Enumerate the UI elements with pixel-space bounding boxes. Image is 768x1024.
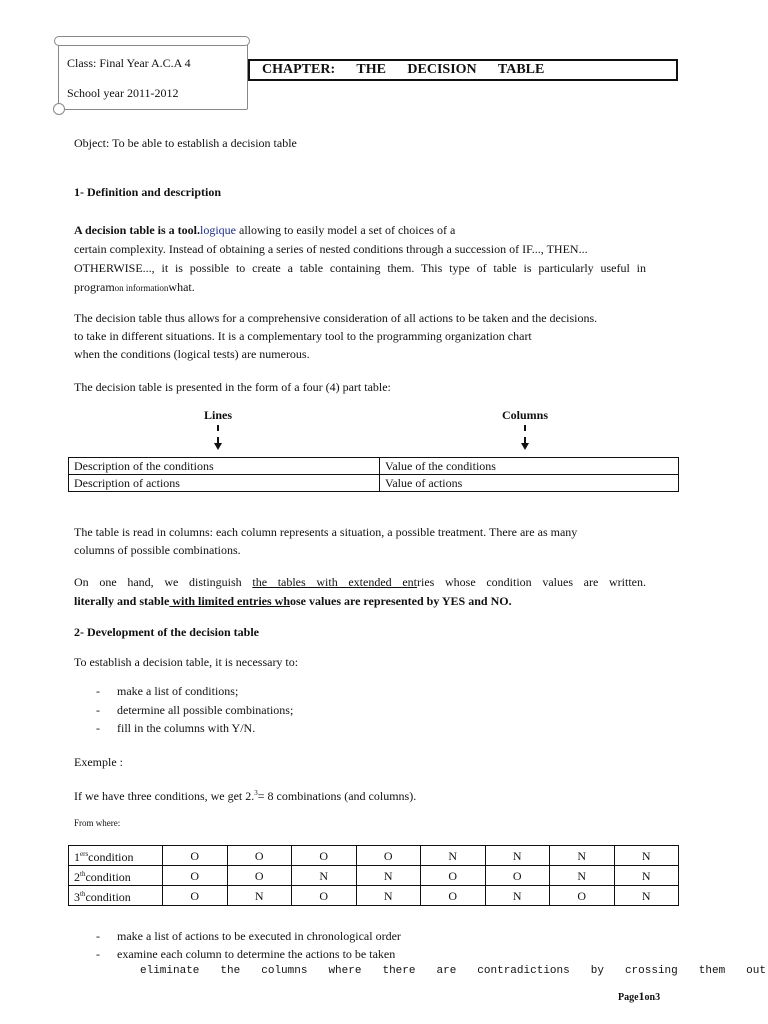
section2-intro: To establish a decision table, it is necessary to: — [74, 655, 299, 669]
page-number — [618, 989, 660, 1004]
definition-rest: allowing to easily model a set of choices of a — [236, 223, 456, 237]
columns-arrow-icon — [521, 443, 529, 450]
scroll-curl-bottom — [53, 103, 65, 115]
p5-literally: literally and stable — [74, 594, 170, 608]
columns-arrow-group — [490, 408, 560, 450]
page-prefix: Page — [618, 992, 639, 1003]
eliminate-columns-line: eliminate the columns where there are contradictions by crossing them out — [140, 965, 766, 977]
object-line: Object: To be able to establish a decision table — [74, 136, 297, 150]
chapter-title: CHAPTER: THE DECISION TABLE — [248, 59, 678, 81]
paragraph2-line-1: The decision table thus allows for a comprehensive consideration of all actions to be taken and the decisions. — [74, 311, 598, 325]
school-year-line: School year 2011-2012 — [67, 86, 179, 100]
example-exponent: 3 — [254, 789, 258, 797]
table-cell: N — [356, 866, 421, 886]
table-row — [69, 866, 679, 886]
table-cell: O — [421, 886, 486, 906]
table-cell: Description of actions — [69, 475, 380, 492]
table-cell: O — [163, 866, 228, 886]
table-cell: N — [614, 886, 679, 906]
p5-text-a: On one hand, we distinguish — [74, 575, 253, 589]
table-cell: N — [227, 886, 292, 906]
on-information-word: on information — [114, 283, 169, 293]
lines-label: Lines — [203, 408, 232, 422]
table-row — [69, 475, 679, 492]
table-cell: N — [356, 886, 421, 906]
table-cell: O — [292, 846, 357, 866]
p5-underlined-limited: with limited entries wh — [169, 594, 290, 608]
lines-dashed-line — [217, 425, 219, 443]
table-row — [69, 886, 679, 906]
step-item: make a list of conditions; — [117, 684, 239, 698]
definition-line-1 — [74, 221, 646, 240]
what-word: what. — [168, 280, 195, 294]
table-cell: O — [421, 866, 486, 886]
bullet-dash: - — [96, 947, 100, 961]
table-cell: N — [485, 846, 550, 866]
class-line: Class: Final Year A.C.A 4 — [67, 56, 191, 70]
definition-line-3: OTHERWISE..., it is possible to create a table containing them. This type of table is particularly useful in — [74, 261, 646, 275]
table-cell: O — [550, 886, 615, 906]
bullet-dash: - — [96, 703, 100, 717]
paragraph2-line-2: to take in different situations. It is a complementary tool to the programming organization chart — [74, 329, 532, 343]
condition-label: 2thcondition — [69, 866, 163, 886]
example-text-b: = 8 combinations (and columns). — [257, 789, 417, 803]
four-part-table — [68, 457, 679, 492]
scroll-curl-top — [54, 36, 250, 46]
paragraph4-line-1: The table is read in columns: each column represents a situation, a possible treatment. There are as many — [74, 525, 578, 539]
condition-label: 1erscondition — [69, 846, 163, 866]
bullet-dash: - — [96, 721, 100, 735]
p5-text-c: ries whose condition values are written. — [417, 575, 646, 589]
table-cell: O — [485, 866, 550, 886]
definition-line-4 — [74, 278, 646, 298]
condition-label: 3thcondition — [69, 886, 163, 906]
table-cell: Description of the conditions — [69, 458, 380, 475]
page-total: 3 — [655, 992, 661, 1003]
table-cell: Value of actions — [380, 475, 679, 492]
example-label: Exemple : — [74, 755, 123, 769]
p5-yes-no: ose values are represented by YES and NO. — [290, 594, 512, 608]
columns-label: Columns — [501, 408, 548, 422]
step-item: fill in the columns with Y/N. — [117, 721, 256, 735]
section1-heading: 1- Definition and description — [74, 185, 222, 199]
logique-link[interactable]: logique — [200, 223, 237, 237]
table-cell: O — [163, 886, 228, 906]
paragraph5-line-2 — [74, 592, 646, 611]
from-where-label: From where: — [74, 818, 121, 828]
bullet-dash: - — [96, 929, 100, 943]
step2-item: examine each column to determine the actions to be taken — [117, 947, 396, 961]
table-cell: O — [163, 846, 228, 866]
paragraph4-line-2: columns of possible combinations. — [74, 543, 241, 557]
conditions-table — [68, 845, 679, 906]
section2-heading: 2- Development of the decision table — [74, 625, 259, 639]
step2-item: make a list of actions to be executed in chronological order — [117, 929, 401, 943]
paragraph5-line-1 — [74, 573, 646, 592]
paragraph2-line-3: when the conditions (logical tests) are numerous. — [74, 347, 310, 361]
lines-arrow-icon — [214, 443, 222, 450]
step-item: determine all possible combinations; — [117, 703, 294, 717]
class-info-box — [58, 40, 248, 110]
table-cell: N — [550, 846, 615, 866]
page-current: 1 — [638, 989, 645, 1003]
columns-dashed-line — [524, 425, 526, 443]
table-cell: Value of the conditions — [380, 458, 679, 475]
program-word: program — [74, 280, 115, 294]
table-cell: N — [421, 846, 486, 866]
lines-arrow-group — [188, 408, 248, 450]
table-cell: O — [227, 846, 292, 866]
example-line — [74, 784, 646, 806]
table-cell: N — [614, 846, 679, 866]
p5-underlined-extended: the tables with extended ent — [252, 575, 418, 589]
page-mid: on — [644, 992, 656, 1003]
table-cell: N — [485, 886, 550, 906]
definition-line-2: certain complexity. Instead of obtaining a series of nested conditions through a succession of IF..., THEN... — [74, 242, 588, 256]
table-cell: O — [227, 866, 292, 886]
table-cell: N — [292, 866, 357, 886]
table-cell: O — [356, 846, 421, 866]
paragraph3: The decision table is presented in the form of a four (4) part table: — [74, 380, 391, 394]
table-cell: N — [614, 866, 679, 886]
definition-bold: A decision table is a tool. — [74, 223, 201, 237]
table-row — [69, 458, 679, 475]
example-text-a: If we have three conditions, we get 2. — [74, 789, 255, 803]
table-row — [69, 846, 679, 866]
bullet-dash: - — [96, 684, 100, 698]
table-cell: N — [550, 866, 615, 886]
table-cell: O — [292, 886, 357, 906]
